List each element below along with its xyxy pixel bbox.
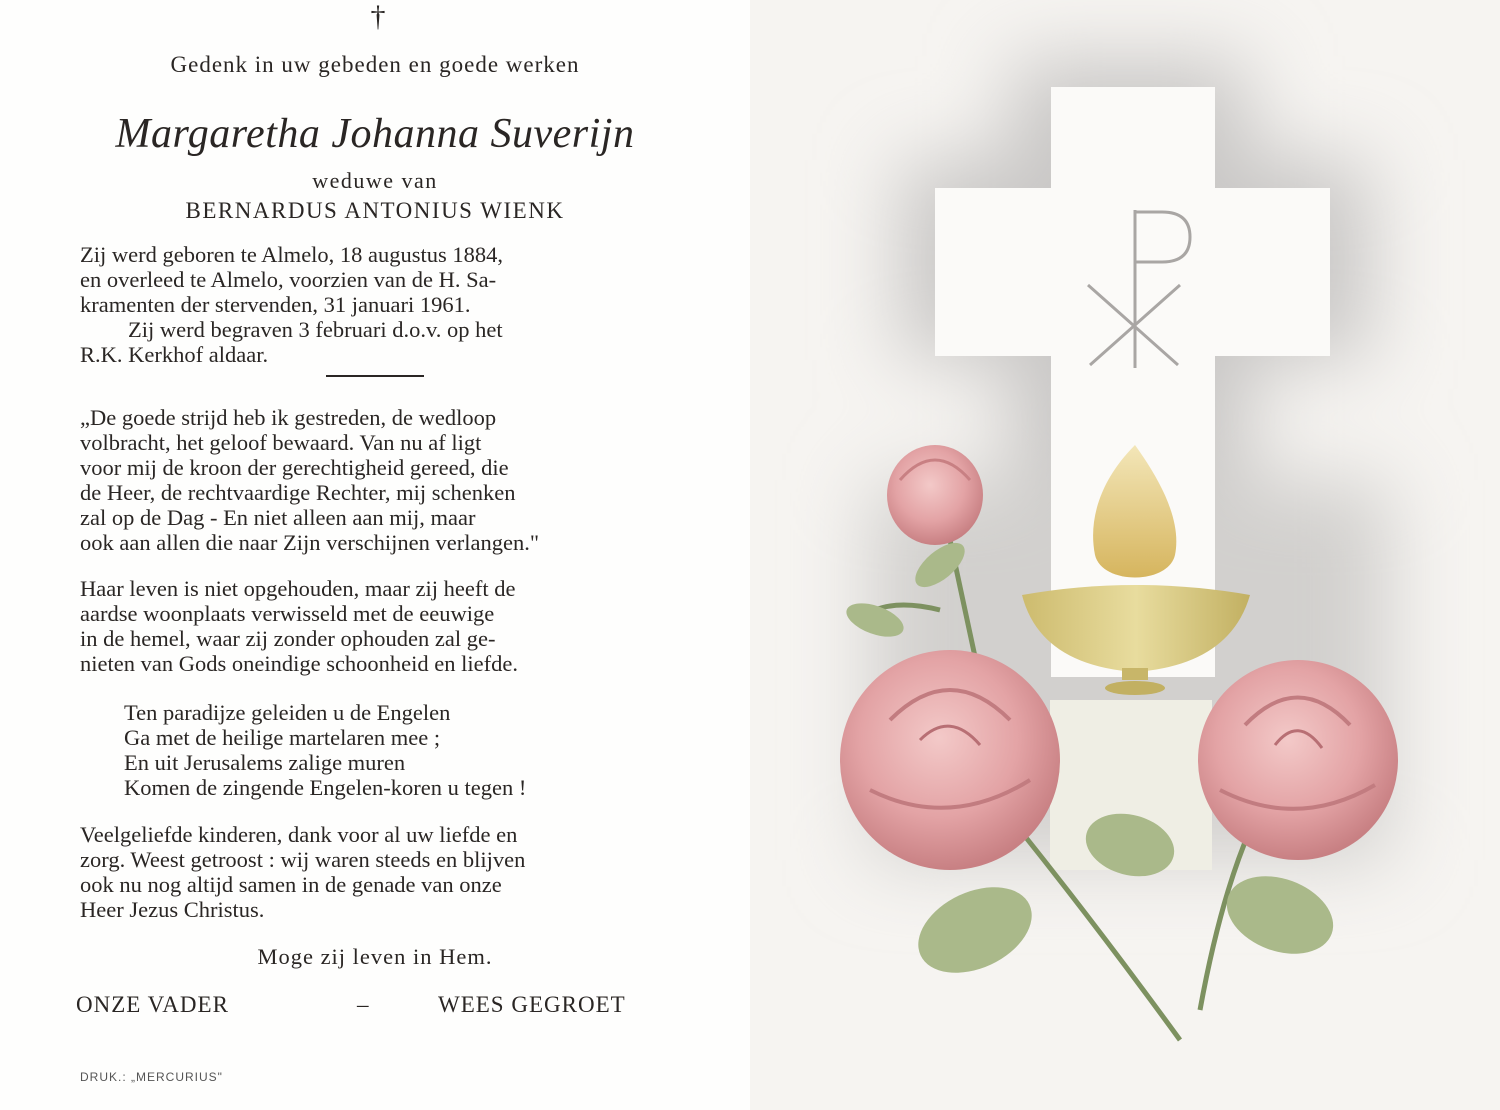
life-line: in de hemel, waar zij zonder ophouden zal ge- <box>80 626 496 651</box>
life-line: Haar leven is niet opgehouden, maar zij heeft de <box>80 576 516 601</box>
deceased-name: Margaretha Johanna Suverijn <box>115 111 635 157</box>
children-line: zorg. Weest getroost : wij waren steeds en blijven <box>80 847 526 872</box>
printer-credit: DRUK.: „MERCURIUS" <box>80 1070 223 1084</box>
cross-icon: † <box>370 0 386 33</box>
poem <box>124 700 526 800</box>
poem-line: En uit Jerusalems zalige muren <box>124 750 406 775</box>
poem-line: Ga met de heilige martelaren mee ; <box>124 725 441 750</box>
rosebud <box>887 445 983 545</box>
bio-line: R.K. Kerkhof aldaar. <box>80 342 269 367</box>
quote-line: „De goede strijd heb ik gestreden, de wedloop <box>80 405 497 430</box>
life-line: nieten van Gods oneindige schoonheid en liefde. <box>80 651 519 676</box>
life-paragraph <box>80 576 670 676</box>
cross-roses-illustration <box>750 0 1500 1110</box>
poem-line: Komen de zingende Engelen-koren u tegen ! <box>124 775 527 800</box>
closing-line: Moge zij leven in Hem. <box>257 944 493 969</box>
quote-line: voor mij de kroon der gerechtigheid gereed, die <box>80 455 509 480</box>
bio-line: Zij werd geboren te Almelo, 18 augustus 1884, <box>80 242 504 267</box>
divider <box>326 375 424 377</box>
quote-line: volbracht, het geloof bewaard. Van nu af ligt <box>80 430 482 455</box>
husband-name: BERNARDUS ANTONIUS WIENK <box>185 198 565 223</box>
rose-right <box>1198 660 1398 860</box>
biography <box>80 242 670 367</box>
intro-line: Gedenk in uw gebeden en goede werken <box>170 52 580 77</box>
card-image-page <box>750 0 1500 1110</box>
scripture-quote <box>80 405 670 555</box>
rose-left <box>840 650 1060 870</box>
quote-line: ook aan allen die naar Zijn verschijnen verlangen." <box>80 530 539 555</box>
life-line: aardse woonplaats verwisseld met de eeuwige <box>80 601 495 626</box>
bio-line: Zij werd begraven 3 februari d.o.v. op het <box>128 317 503 342</box>
poem-line: Ten paradijze geleiden u de Engelen <box>124 700 451 725</box>
bio-line: en overleed te Almelo, voorzien van de H. Sa- <box>80 267 497 292</box>
children-line: ook nu nog altijd samen in de genade van onze <box>80 872 502 897</box>
children-line: Heer Jezus Christus. <box>80 897 265 922</box>
bio-line: kramenten der stervenden, 31 januari 1961. <box>80 292 471 317</box>
children-line: Veelgeliefde kinderen, dank voor al uw liefde en <box>80 822 518 847</box>
prayer-hail-mary: WEES GEGROET <box>438 992 626 1017</box>
quote-line: zal op de Dag - En niet alleen aan mij, maar <box>80 505 476 530</box>
prayer-our-father: ONZE VADER <box>76 992 229 1017</box>
children-paragraph <box>80 822 670 922</box>
quote-line: de Heer, de rechtvaardige Rechter, mij schenken <box>80 480 516 505</box>
prayer-separator: – <box>357 992 370 1017</box>
widow-of-label: weduwe van <box>312 168 438 193</box>
